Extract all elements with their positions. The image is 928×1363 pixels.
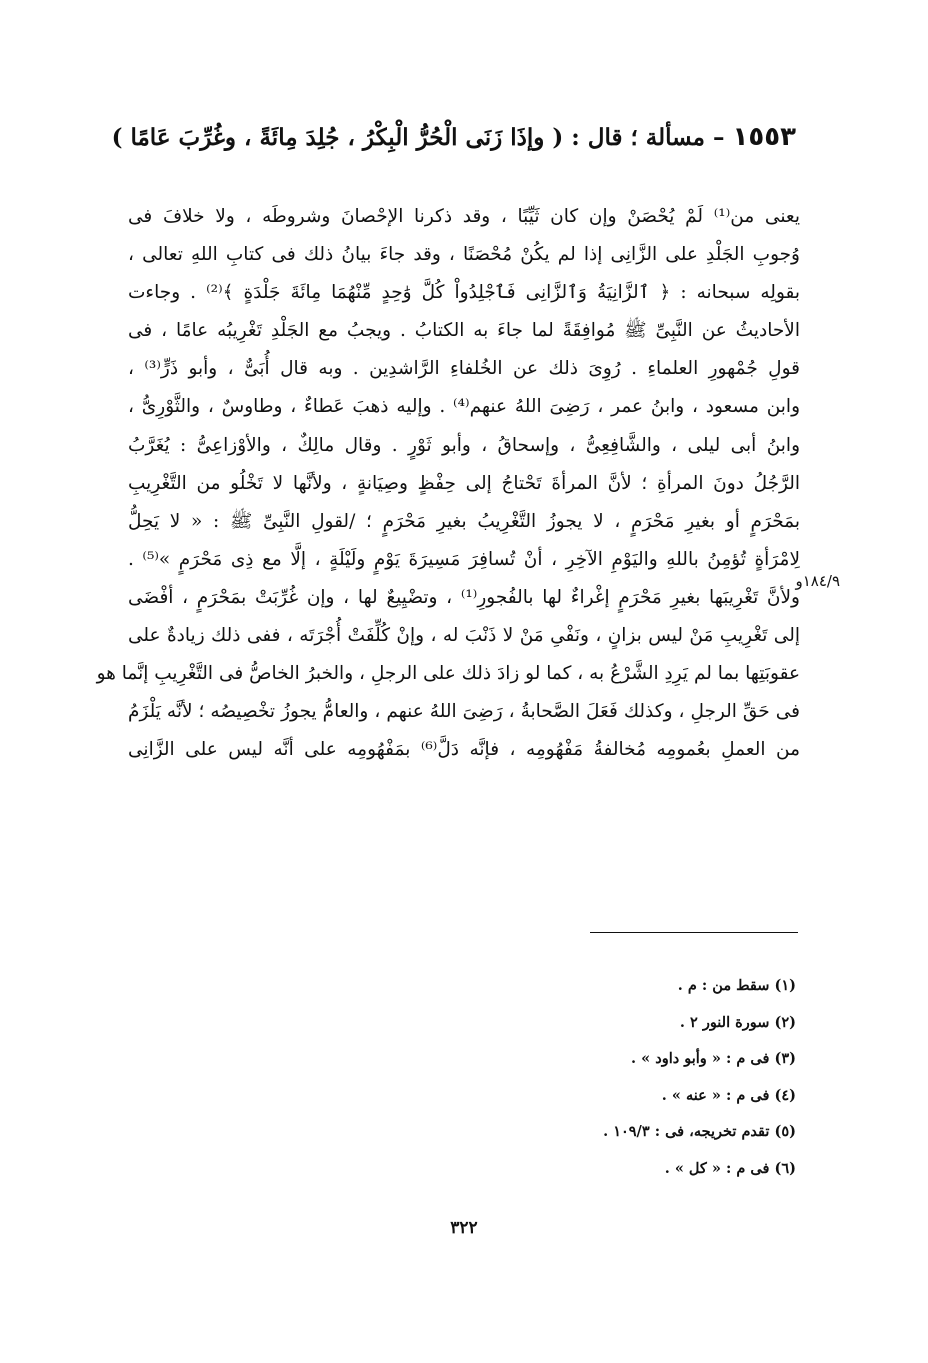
footnote: (٣) فى م : « وأبو داود » .: [631, 1050, 796, 1068]
body-line: وابنُ أبى ليلى ، والشَّافِعِىُّ ، وإسحاقُ ، وأبو ثَوْرٍ . وقال مالِكٌ ، والأوْزاعِىُّ : يُغَرَّبُ: [128, 434, 800, 456]
body-line: فى حَقِّ الرجلِ ، وكذلك فَعَلَ الصَّحابةُ ، رَضِىَ اللهُ عنهم ، والعامُّ يجوزُ تخْصِيصُه ؛ لأنَّه يَلْزَمُ: [128, 701, 800, 723]
footnote: (٤) فى م : « عنه » .: [661, 1086, 796, 1104]
footnotes: [400, 968, 796, 1188]
footnote: (٢) سورة النور ٢ .: [679, 1013, 796, 1031]
page-number: ٣٢٢: [450, 1218, 478, 1238]
body-line: قولِ جُمْهورِ العلماءِ . رُوِىَ ذلك عن الخُلفاءِ الرَّاشدِين . وبه قال أُبَىٌّ ، وأبو ذَرٍّ⁽³⁾ ،: [128, 358, 800, 380]
body-line: لِامْرَأةٍ تُؤمِنُ باللهِ واليَوْمِ الآخِرِ ، أنْ تُسافِرَ مَسِيرَةَ يَوْمٍ ولَيْلَةٍ ، إلَّا مع ذِى مَحْرَمٍ »⁽⁵⁾ .: [128, 548, 800, 570]
body-line: يعنى من⁽¹⁾ لَمْ يُحْصَنْ وإن كان ثَيِّبًا ، وقد ذكرنا الإحْصانَ وشروطَه ، ولا خلافَ فى: [128, 206, 800, 227]
body-line: بقولِه سبحانه : ﴿ ٱلزَّانِيَةُ وَٱلزَّانِى فَٱجْلِدُواْ كُلَّ وَٰحِدٍ مِّنْهُمَا مِائَةَ جَلْدَةٍ ﴾⁽²⁾ . وجاءت: [128, 282, 801, 304]
body-line: بمَحْرَمٍ أو بغيرِ مَحْرَمٍ ، لا يجوزُ التَّغْرِيبُ بغيرِ مَحْرَمٍ ؛ /لقولِ النَّبِىِّ ﷺ : « لا يَحِلُّ: [128, 510, 800, 532]
footnote: (٦) فى م : « كل » .: [664, 1159, 796, 1177]
section-heading: [111, 120, 796, 155]
body-line: وابن مسعود ، وابنُ عمر ، رَضِىَ اللهُ عنهم⁽⁴⁾ . وإليه ذهبَ عَطاءٌ ، وطاوسٌ ، والثَّوْرِىُّ ،: [128, 396, 801, 418]
body-line: الأحاديثُ عن النَّبِىِّ ﷺ مُوافِقَةً لما جاءَ به الكتابُ . ويجبُ مع الجَلْدِ تَغْرِيبُه عامًا ، فى: [128, 320, 800, 342]
issue-number: ١٥٥٣: [732, 122, 796, 152]
body-line: وُجوبِ الجَلْدِ على الزَّانِى إذا لم يكُنْ مُحْصَنًا ، وقد جاءَ بيانُ ذلك فى كتابِ اللهِ تعالى ،: [128, 244, 800, 266]
body-line: عقوبَتِها بما لم يَرِدِ الشَّرْعُ به ، كما لو زادَ ذلك على الرجلِ ، والخبرُ الخاصُّ فى التَّغْرِيبِ إنَّما هو: [96, 663, 800, 685]
margin-reference: ١٨٤/٩و: [795, 572, 840, 590]
body-line: من العملِ بعُمومِه مُخالفةُ مَفْهُومِه ، فإنَّه دَلَّ⁽⁶⁾ بمَفْهُومِه على أنَّه ليس على الزَّانِى: [128, 739, 800, 761]
body-line: إلى تَغْرِيبِ مَنْ ليس بزانٍ ، ونَفْىِ مَنْ لا ذَنْبَ له ، وإنْ كُلِّفَتْ أُجْرَتَه ، ففى ذلك زيادةٌ على: [128, 625, 800, 647]
body-text: [96, 198, 801, 769]
body-line: الرَّجُلُ دونَ المرأةِ ؛ لأنَّ المرأةَ تَحْتاجُ إلى حِفْظٍ وصِيَانةٍ ، ولأنَّها لا تَخْلُو من التَّغْرِيبِ: [128, 472, 800, 494]
footnote: (١) سقط من : م .: [677, 977, 796, 994]
heading-text: – مسألة ؛ قال : ( وإذَا زَنَى الْحُرُّ الْبِكْرُ ، جُلِدَ مِائَةً ، وغُرِّبَ عَامًا ): [111, 124, 725, 151]
body-line: ولأنَّ تَغْرِيبَها بغيرِ مَحْرَمٍ إغْراءٌ لها بالفُجورِ⁽¹⁾ ، وتضْيِيعٌ لها ، وإن غُرِّبَتْ بمَحْرَمٍ ، أفْضَى: [128, 586, 800, 608]
footnote-separator: [590, 932, 798, 933]
footnote: (٥) تقدم تخريجه، فى : ١٠٩/٣ .: [603, 1123, 796, 1141]
